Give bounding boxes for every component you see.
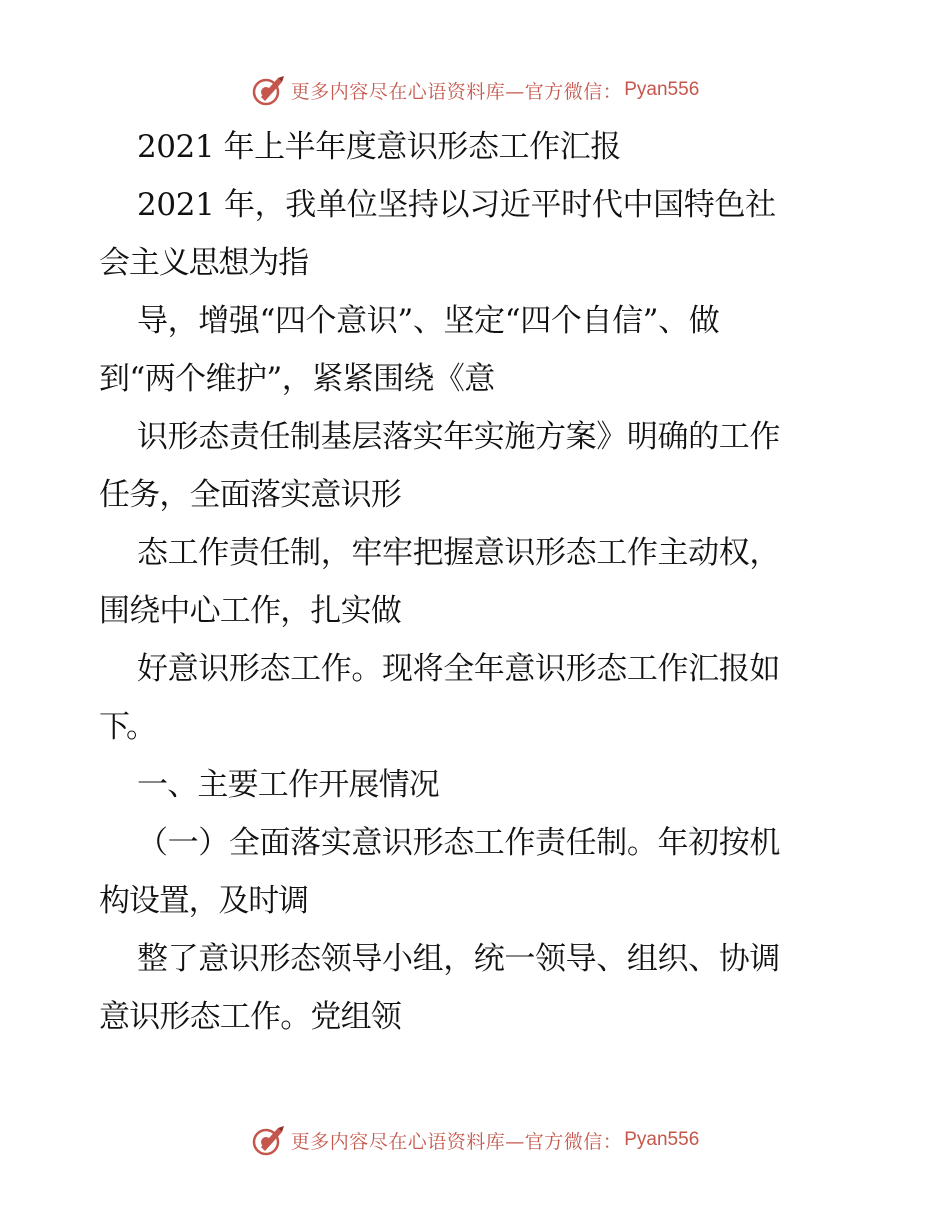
paragraph-line: 意识形态工作。党组领 (99, 999, 401, 1035)
paragraph-line: 好意识形态工作。现将全年意识形态工作汇报如 (137, 651, 780, 687)
watermark-wechat-id: Pyan556 (624, 79, 700, 100)
pen-logo-icon (251, 1123, 285, 1157)
watermark-text: 更多内容尽在心语资料库—官方微信： (290, 1130, 623, 1153)
header-watermark (0, 70, 950, 110)
paragraph-line: （一）全面落实意识形态工作责任制。年初按机 (137, 825, 780, 861)
pen-logo-icon (251, 73, 285, 107)
paragraph-line: 识形态责任制基层落实年实施方案》明确的工作 (137, 419, 780, 455)
paragraph-line: 任务，全面落实意识形 (99, 477, 401, 513)
document-body (99, 118, 859, 1046)
paragraph-line: 围绕中心工作，扎实做 (99, 593, 401, 629)
paragraph-line: 到“两个维护”，紧紧围绕《意 (99, 361, 495, 397)
paragraph-line: 2021 年，我单位坚持以习近平时代中国特色社 (137, 187, 776, 223)
document-title: 2021 年上半年度意识形态工作汇报 (137, 129, 621, 165)
watermark-text: 更多内容尽在心语资料库—官方微信： (290, 80, 623, 103)
paragraph-line: 整了意识形态领导小组，统一领导、组织、协调 (137, 941, 780, 977)
watermark-wechat-id: Pyan556 (624, 1129, 700, 1150)
section-heading: 一、主要工作开展情况 (137, 767, 439, 803)
footer-watermark (0, 1120, 950, 1160)
paragraph-line: 构设置，及时调 (99, 883, 308, 919)
paragraph-line: 下。 (99, 709, 153, 745)
paragraph-line: 会主义思想为指 (99, 245, 308, 281)
paragraph-line: 态工作责任制，牢牢把握意识形态工作主动权， (137, 535, 780, 571)
paragraph-line: 导，增强“四个意识”、坚定“四个自信”、做 (137, 303, 720, 339)
